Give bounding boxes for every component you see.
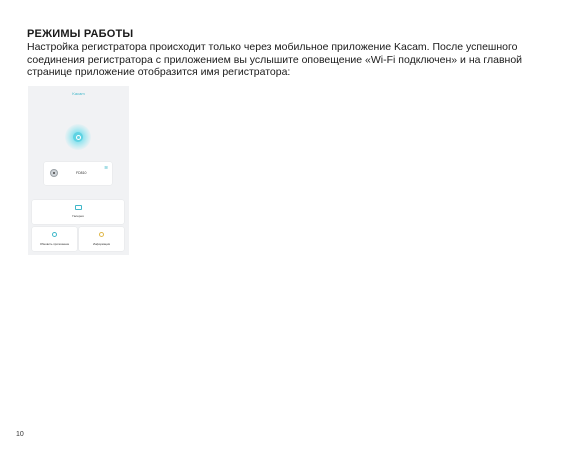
camera-icon <box>50 169 58 177</box>
gallery-label: Галерея <box>72 214 84 218</box>
page-number: 10 <box>16 431 24 438</box>
device-name: FD810 <box>76 171 87 175</box>
info-icon <box>99 232 104 237</box>
gallery-icon <box>75 205 82 210</box>
gallery-button[interactable] <box>32 200 124 224</box>
app-screenshot <box>28 86 129 255</box>
update-app-button[interactable] <box>32 227 77 251</box>
app-title: Kacam <box>72 91 85 96</box>
dashcam-connect-icon[interactable] <box>73 132 83 142</box>
update-icon <box>52 232 57 237</box>
update-label: Обновить приложение <box>39 242 70 246</box>
device-card[interactable] <box>44 162 112 185</box>
body-paragraph: Настройка регистратора происходит только через мобильное приложение Kacam. После успешного соединения регистратора с приложением вы услышите оповещение «Wi-Fi подключен» и на главной странице приложение отобразится имя регистратора: <box>27 41 523 78</box>
section-heading: РЕЖИМЫ РАБОТЫ <box>27 28 134 40</box>
info-button[interactable] <box>79 227 124 251</box>
wifi-icon: ≋ <box>104 165 109 171</box>
info-label: Информация <box>92 242 111 246</box>
